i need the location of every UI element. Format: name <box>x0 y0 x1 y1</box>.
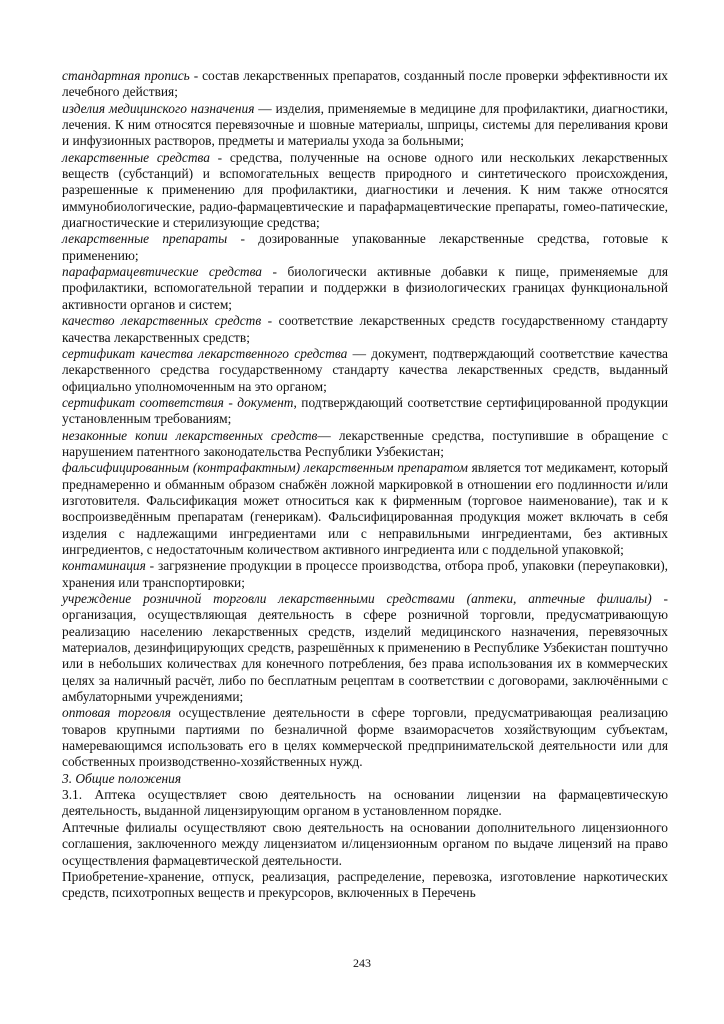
definition-item <box>62 591 668 705</box>
definition-term: контаминация <box>62 558 146 574</box>
definition-item <box>62 428 668 461</box>
body-paragraph: 3.1. Аптека осуществляет свою деятельность на основании лицензии на фармацевтическую деятельность, выданной лицензирующим органом в установленном порядке. <box>62 787 668 819</box>
section-heading: 3. Общие положения <box>62 770 182 786</box>
definition-text: - биологически активные добавки к пище, применяемые для профилактики, вспомогательной терапии и поддержки в физиологических границах функциональной активности органов и систем; <box>62 264 668 312</box>
definition-term: изделия медицинского назначения <box>62 100 255 116</box>
definition-text: , подтверждающий соответствие сертифицированной продукции установленным требованиям; <box>62 394 668 427</box>
definition-item <box>62 264 668 313</box>
definition-term: стандартная пропись <box>62 68 190 83</box>
definition-term: незаконные копии лекарственных средств <box>62 427 318 443</box>
definition-item <box>62 460 668 558</box>
definition-term: оптовая торговля <box>62 705 171 721</box>
definition-item <box>62 705 668 770</box>
definition-item <box>62 346 668 395</box>
definition-term: качество лекарственных средств <box>62 313 262 329</box>
definition-text: - состав лекарственных препаратов, созданный после проверки эффективности их лечебного действия; <box>62 68 668 100</box>
definition-text: - организация, осуществляющая деятельность в сфере розничной торговли, предусматривающую реализацию населению лекарственных средств, изделий медицинского назначения, перевязочных материалов, дезинфицирующих средств, разрешённых к применению в Республике Узбекистан поштучно или в небольших количествах для конечного потребления, без права использования их в коммерческих целях за наличный расчёт, либо по бесплатным рецептам в соответствии с договорами, заключёнными с амбулаторными учреждениями; <box>62 591 668 705</box>
definition-text: осуществление деятельности в сфере торговли, предусматривающая реализацию товаров крупными партиями по безналичной форме взаиморасчетов хозяйствующим субъектам, намеревающимся использовать его в целях коммерческой предпринимательской деятельности или для собственных производственно-хозяйственных нужд. <box>62 705 669 770</box>
definition-item <box>62 150 668 232</box>
definition-term: лекарственные средства <box>62 149 210 165</box>
definition-text: - соответствие лекарственных средств государственному стандарту качества лекарственных средств; <box>62 313 669 345</box>
page-number: 243 <box>353 956 371 970</box>
definition-text: — изделия, применяемые в медицине для профилактики, диагностики, лечения. К ним относятся перевязочные и шовные материалы, шприцы, системы для переливания крови и инфузионных растворов, предметы и материалы ухода за больными; <box>62 100 668 149</box>
definition-item <box>62 395 668 428</box>
definition-item <box>62 68 668 101</box>
definition-term: парафармацевтические средства <box>62 264 262 280</box>
definition-item <box>62 558 668 591</box>
definition-item <box>62 101 668 150</box>
definition-text: - дозированные упакованные лекарственные средства, готовые к применению; <box>62 231 668 263</box>
definition-text: - средства, полученные на основе одного или нескольких лекарственных веществ (субстанций) и вспомогательных веществ природного и синтетического происхождения, разрешенные к применению для профилактики, диагностики и лечения. К ним также относятся иммунобиологические, радио-фармацевтические и парафармацевтические препараты, гомео-патические, диагностические и стерилизующие средства; <box>62 149 668 231</box>
body-paragraphs <box>62 787 668 901</box>
body-paragraph: Аптечные филиалы осуществляют свою деятельность на основании дополнительного лицензионного соглашения, заключенного между лицензиатом и/лицензионным органом по выдаче лицензий на право осуществления фармацевтической деятельности. <box>62 819 668 868</box>
body-paragraph: Приобретение-хранение, отпуск, реализация, распределение, перевозка, изготовление наркотических средств, психотропных веществ и прекурсоров, включенных в Перечень <box>62 868 668 901</box>
definitions-list <box>62 68 668 771</box>
definition-text: — лекарственные средства, поступившие в обращение с нарушением патентного законодательства Республики Узбекистан; <box>62 427 668 459</box>
document-page <box>62 68 668 902</box>
definition-text: — документ, подтверждающий соответствие качества лекарственного средства государственному стандарту качества лекарственных средств, выданный официально уполномоченным на это органом; <box>62 345 668 394</box>
definition-item <box>62 313 668 346</box>
definition-text: является тот медикамент, который преднамеренно и обманным образом снабжён ложной маркировкой в отношении его подлинности и/или изготовителя. Фальсификация может относиться как к фирменным (торговое наименование), так и к воспроизведённым препаратам (генерикам). Фальсифицированная продукция может включать в себя изделия с надлежащими ингредиентами или с неправильными ингредиентами, без активных ингредиентов, с недостаточным количеством активного ингредиента или с поддельной упаковкой; <box>62 460 668 557</box>
definition-item <box>62 231 668 264</box>
definition-term: лекарственные препараты <box>62 231 228 247</box>
definition-term: фальсифицированным (контрафактным) лекарственным препаратом <box>62 460 468 476</box>
definition-term: учреждение розничной торговли лекарственными средствами (аптеки, аптечные филиалы) <box>62 591 652 606</box>
definition-term: сертификат качества лекарственного средства <box>62 345 348 361</box>
definition-term: сертификат соответствия - документ <box>62 394 294 410</box>
definition-text: - загрязнение продукции в процессе производства, отбора проб, упаковки (переупаковки), хранения или транспортировки; <box>62 558 668 590</box>
